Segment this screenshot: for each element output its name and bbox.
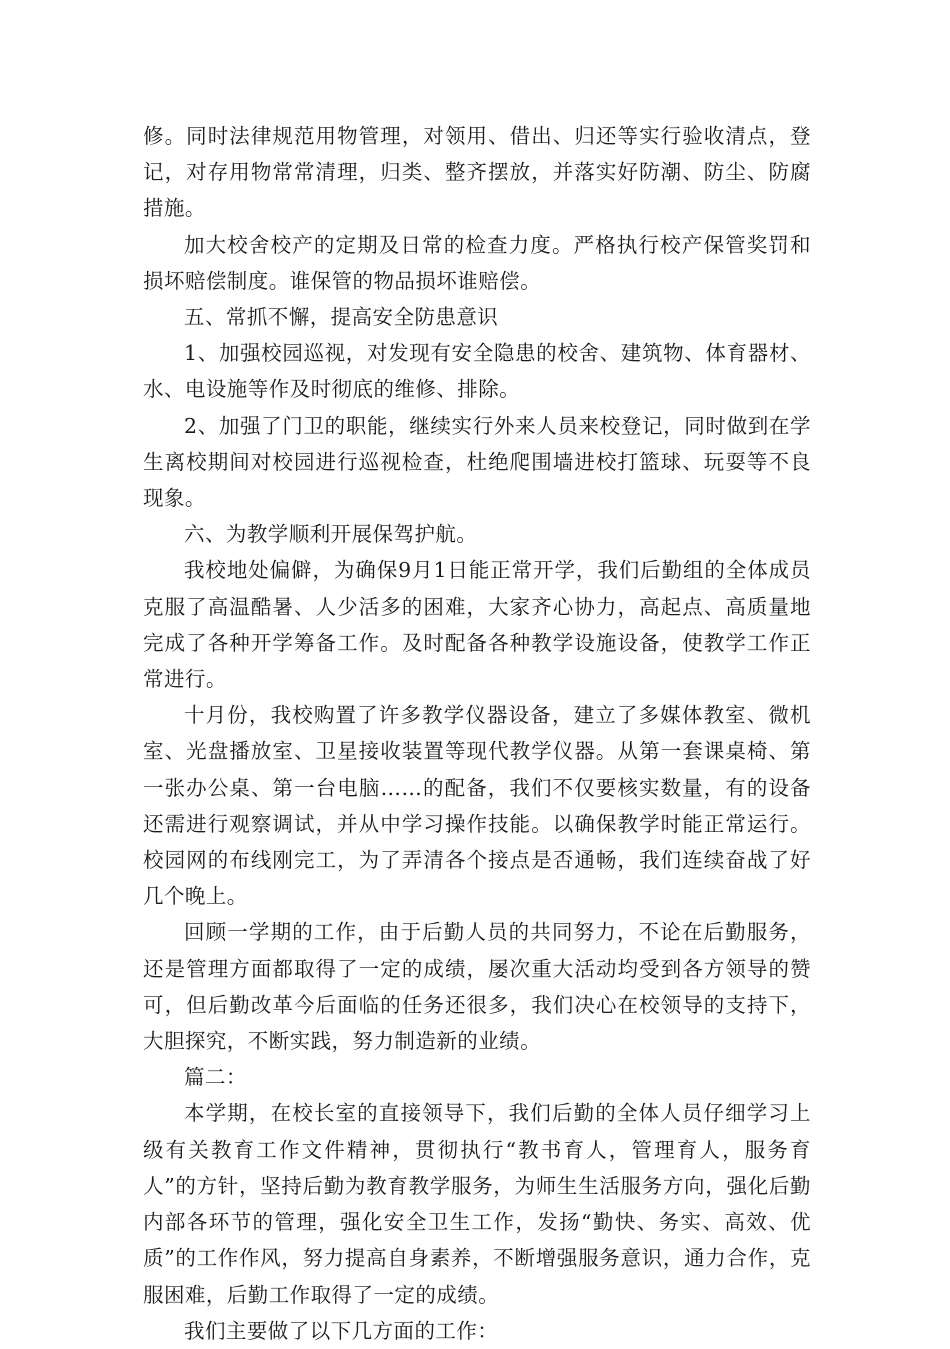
paragraph: 十月份，我校购置了许多教学仪器设备，建立了多媒体教室、微机室、光盘播放室、卫星接收装置等现代教学仪器。从第一套课桌椅、第一张办公桌、第一台电脑……的配备，我们不仅要核实数量，有的设备还需进行观察调试，并从中学习操作技能。以确保教学时能正常运行。校园网的布线刚完工，为了弄清各个接点是否通畅，我们连续奋战了好几个晚上。 [143, 703, 811, 909]
section-heading: 五、常抓不懈，提高安全防患意识 [184, 305, 499, 330]
paragraph: 本学期，在校长室的直接领导下，我们后勤的全体人员仔细学习上级有关教育工作文件精神，贯彻执行“教书育人，管理育人，服务育人”的方针，坚持后勤为教育教学服务，为师生生活服务方向，强化后勤内部各环节的管理，强化安全卫生工作，发扬“勤快、务实、高效、优质”的工作作风，努力提高自身素养，不断增强服务意识，通力合作，克服困难，后勤工作取得了一定的成绩。 [143, 1101, 811, 1307]
paragraph: 我校地处偏僻，为确保9月1日能正常开学，我们后勤组的全体成员克服了高温酷暑、人少活多的困难，大家齐心协力，高起点、高质量地完成了各种开学筹备工作。及时配备各种教学设施设备，使教学工作正常进行。 [143, 558, 811, 692]
paragraph: 回顾一学期的工作，由于后勤人员的共同努力，不论在后勤服务，还是管理方面都取得了一定的成绩，屡次重大活动均受到各方领导的赞可，但后勤改革今后面临的任务还很多，我们决心在校领导的支持下，大胆探究，不断实践，努力制造新的业绩。 [143, 920, 811, 1054]
section-heading: 篇二： [184, 1065, 247, 1090]
section-heading: 六、为教学顺利开展保驾护航。 [184, 522, 478, 547]
paragraph: 修。同时法律规范用物管理，对领用、借出、归还等实行验收清点，登记，对存用物常常清理，归类、整齐摆放，并落实好防潮、防尘、防腐措施。 [143, 124, 811, 221]
document-body [143, 118, 811, 1349]
paragraph: 我们主要做了以下几方面的工作： [184, 1318, 499, 1343]
paragraph: 2、加强了门卫的职能，继续实行外来人员来校登记，同时做到在学生离校期间对校园进行巡视检查，杜绝爬围墙进校打篮球、玩耍等不良现象。 [143, 413, 811, 511]
paragraph: 加大校舍校产的定期及日常的检查力度。严格执行校产保管奖罚和损坏赔偿制度。谁保管的物品损坏谁赔偿。 [143, 232, 811, 293]
paragraph: 1、加强校园巡视，对发现有安全隐患的校舍、建筑物、体育器材、水、电设施等作及时彻底的维修、排除。 [143, 341, 811, 402]
